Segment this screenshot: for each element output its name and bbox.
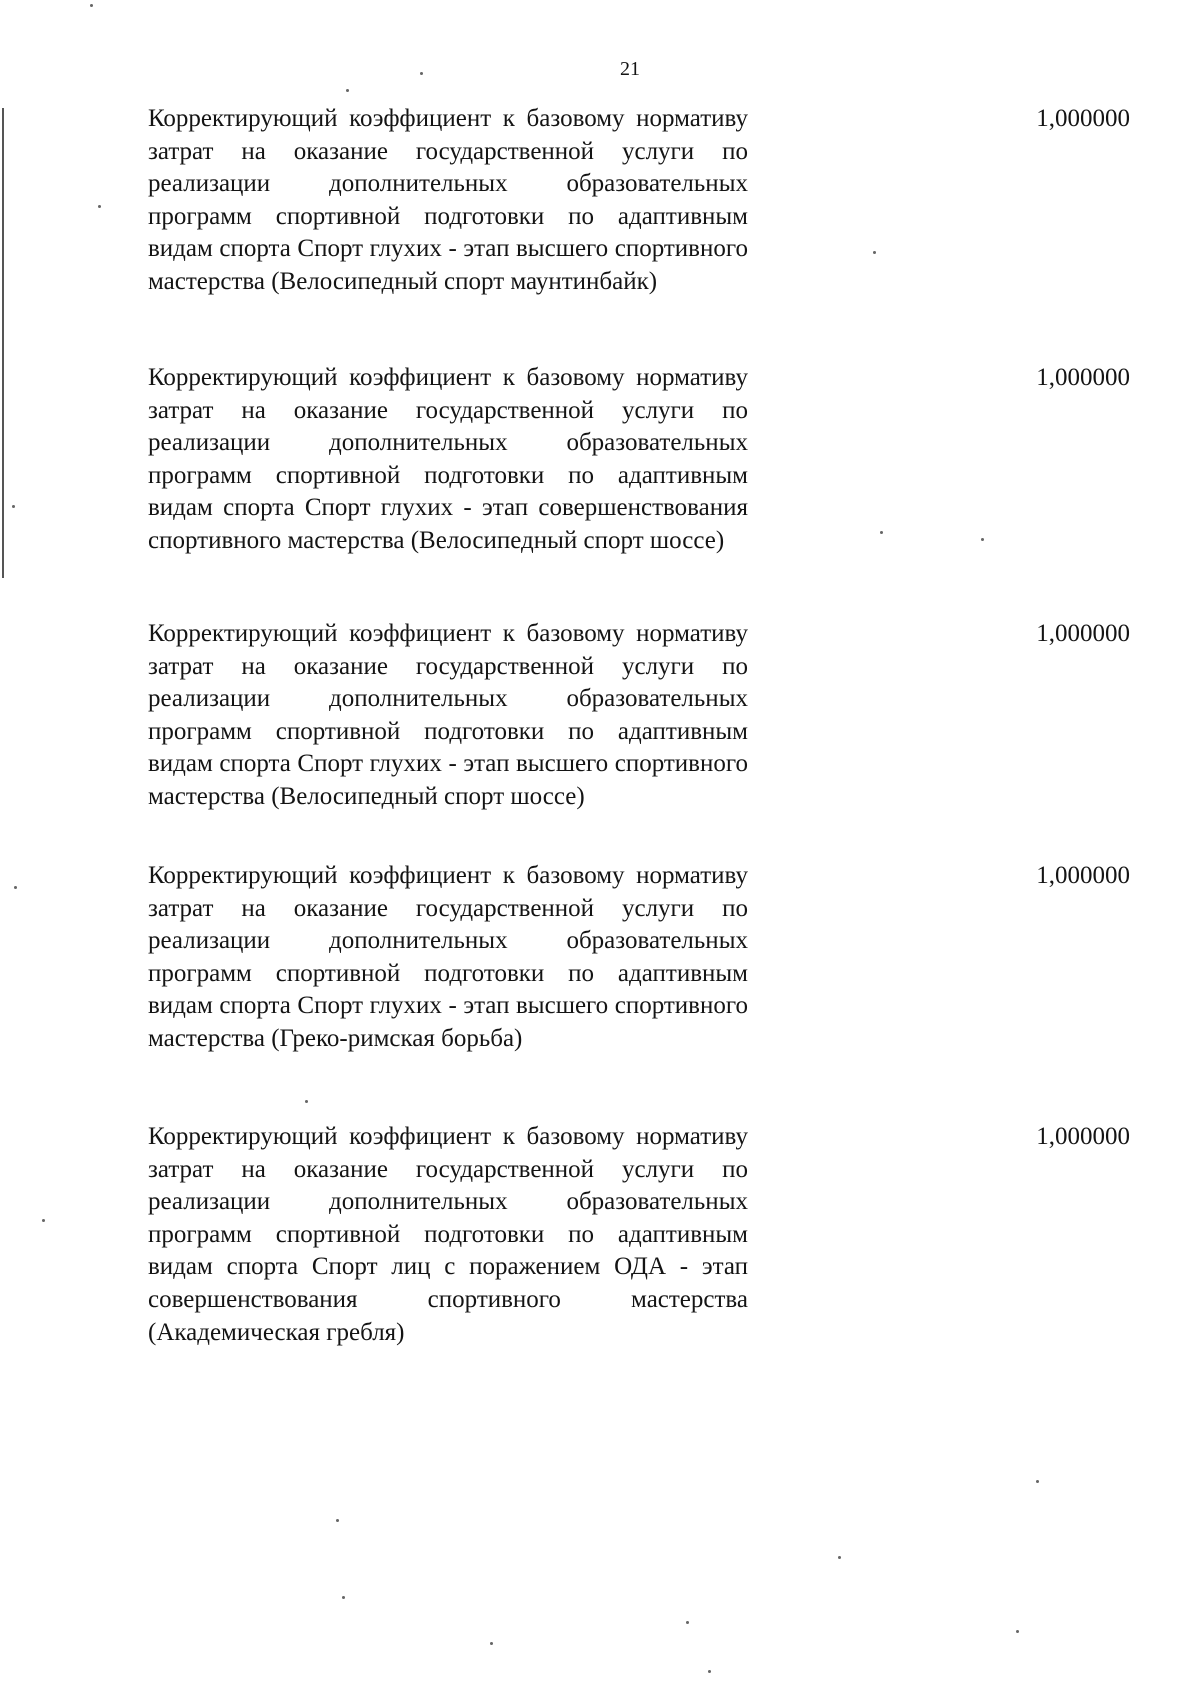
scan-speck <box>90 4 93 7</box>
scan-speck <box>708 1670 711 1673</box>
entry-value: 1,000000 <box>1036 620 1130 647</box>
scan-speck <box>12 505 15 508</box>
scan-speck <box>336 1519 339 1522</box>
scan-speck <box>420 72 423 75</box>
scan-speck <box>42 1219 45 1222</box>
scan-speck <box>490 1642 493 1645</box>
scan-speck <box>873 251 876 254</box>
coefficient-entry <box>148 103 1130 299</box>
entry-value: 1,000000 <box>1036 364 1130 391</box>
coefficient-entry <box>148 618 1130 814</box>
scan-speck <box>981 538 984 541</box>
coefficient-entry <box>148 860 1130 1056</box>
scan-speck <box>838 1556 841 1559</box>
entry-description: Корректирующий коэффициент к базовому нормативу затрат на оказание государственной услуги по реализации дополнительных образовательных программ спортивной подготовки по адаптивным видам спорта Спорт глухих - этап высшего спортивного мастерства (Греко-римская борьба) <box>148 862 748 1052</box>
entry-description: Корректирующий коэффициент к базовому нормативу затрат на оказание государственной услуги по реализации дополнительных образовательных программ спортивной подготовки по адаптивным видам спорта Спорт лиц с поражением ОДА - этап совершенствования спортивного мастерства (Академическая гребля) <box>148 1123 748 1346</box>
scan-speck <box>342 1596 345 1599</box>
entry-value: 1,000000 <box>1036 862 1130 889</box>
scan-edge-line <box>2 108 4 578</box>
entry-description: Корректирующий коэффициент к базовому нормативу затрат на оказание государственной услуги по реализации дополнительных образовательных программ спортивной подготовки по адаптивным видам спорта Спорт глухих - этап высшего спортивного мастерства (Велосипедный спорт маунтинбайк) <box>148 105 748 295</box>
scan-speck <box>14 886 17 889</box>
scan-speck <box>305 1100 308 1103</box>
scan-speck <box>98 205 101 208</box>
entry-value: 1,000000 <box>1036 1123 1130 1150</box>
page-number: 21 <box>620 58 640 80</box>
coefficient-entry <box>148 362 1130 558</box>
scan-speck <box>1036 1480 1039 1483</box>
entry-description: Корректирующий коэффициент к базовому нормативу затрат на оказание государственной услуги по реализации дополнительных образовательных программ спортивной подготовки по адаптивным видам спорта Спорт глухих - этап совершенствования спортивного мастерства (Велосипедный спорт шоссе) <box>148 364 748 554</box>
scan-speck <box>1016 1630 1019 1633</box>
scan-speck <box>880 531 883 534</box>
entry-value: 1,000000 <box>1036 105 1130 132</box>
coefficient-entry <box>148 1121 1130 1349</box>
entry-description: Корректирующий коэффициент к базовому нормативу затрат на оказание государственной услуги по реализации дополнительных образовательных программ спортивной подготовки по адаптивным видам спорта Спорт глухих - этап высшего спортивного мастерства (Велосипедный спорт шоссе) <box>148 620 748 810</box>
scan-speck <box>346 89 349 92</box>
scan-speck <box>686 1621 689 1624</box>
